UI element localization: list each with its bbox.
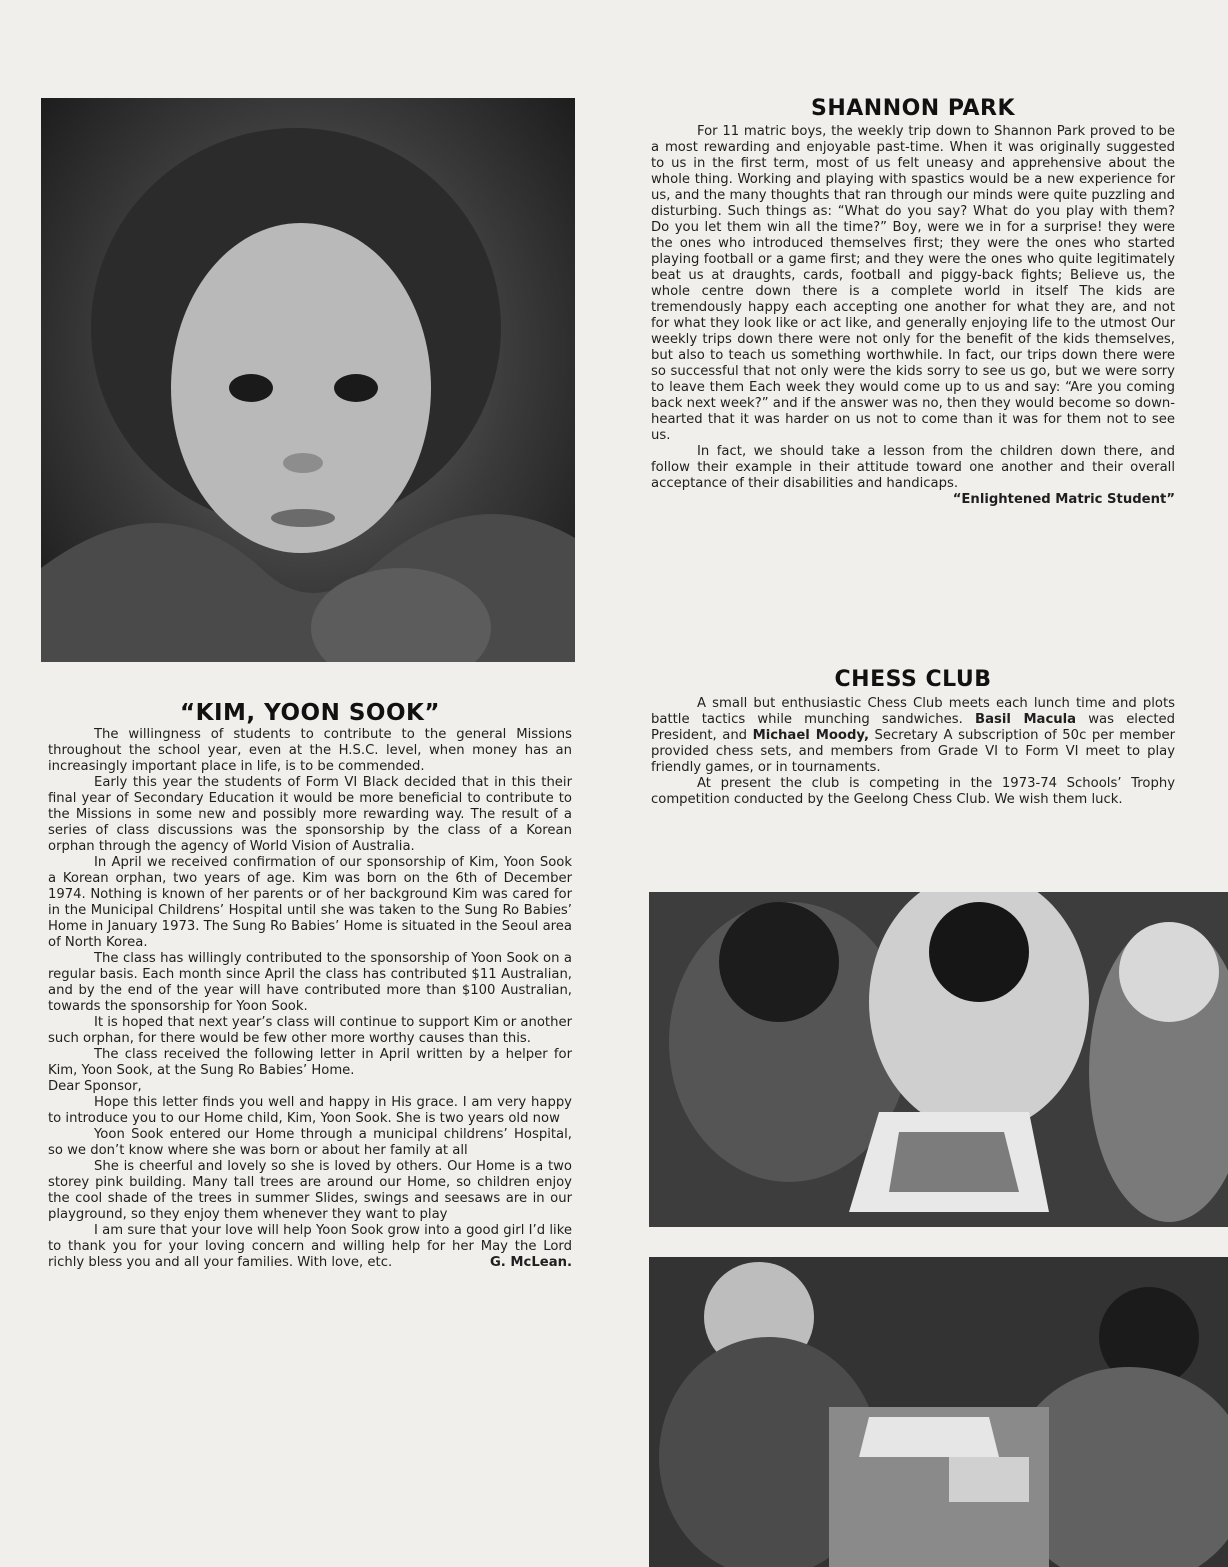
letter-paragraph: She is cheerful and lovely so she is loved by others. Our Home is a two storey pink building. Many tall trees are around our Home, so children enjoy the cool shade of the trees in summer Slides, swings and seesaws are in our playground, so they enjoy them whenever they want to play	[48, 1159, 572, 1222]
shannon-park-paragraph-2-text: In fact, we should take a lesson from the children down there, and follow their example in their attitude toward one another and their overall acceptance of their disabilities and handicaps.	[651, 444, 1175, 491]
kim-paragraph: The willingness of students to contribute to the general Missions throughout the school year, even at the H.S.C. level, when money has an increasingly important place in life, is to be commended.	[48, 727, 572, 774]
chess-club-paragraph-2: At present the club is competing in the 1973-74 Schools’ Trophy competition conducted by the Geelong Chess Club. We wish them luck.	[651, 776, 1175, 807]
letter-paragraph: Yoon Sook entered our Home through a municipal childrens’ Hospital, so we don’t know where she was born or about her family at all	[48, 1127, 572, 1158]
kim-paragraph: The class has willingly contributed to the sponsorship of Yoon Sook on a regular basis. Each month since April the class has contributed $11 Australian, and by the end of the year will have contributed more than $100 Australian, towards the sponsorship for Yoon Sook.	[48, 951, 572, 1014]
kim-paragraph: In April we received confirmation of our sponsorship of Kim, Yoon Sook a Korean orphan, two years of age. Kim was born on the 6th of December 1974. Nothing is known of her parents or of her background Kim was cared for in the Municipal Childrens’ Hospital until she was taken to the Sung Ro Babies’ Home in January 1973. The Sung Ro Babies’ Home is situated in the Seoul area of North Korea.	[48, 855, 572, 950]
chess-club-photo-1	[649, 892, 1228, 1227]
chess-club-text-c: Secretary A subscription of 50c per member provided chess sets, and members from Grade VI to Form VI meet to play friendly games, or in tournaments.	[651, 728, 1175, 775]
letter-paragraph	[48, 1223, 572, 1271]
chess-club-article	[651, 696, 1175, 808]
letter-paragraph: Hope this letter finds you well and happy in His grace. I am very happy to introduce you to our Home child, Kim, Yoon Sook. She is two years old now	[48, 1095, 572, 1126]
kim-yoon-sook-article	[48, 727, 572, 1271]
letter-paragraph-text: I am sure that your love will help Yoon Sook grow into a good girl I’d like to thank you for your loving concern and willing help for her May the Lord richly bless you and all your families. With love, etc.	[48, 1223, 572, 1270]
shannon-park-title: SHANNON PARK	[811, 96, 1015, 121]
chess-club-text-a: A small but enthusiastic Chess Club meets each lunch time and plots battle tactics while munching sandwiches.	[651, 696, 1175, 727]
chess-club-president: Basil Macula	[975, 712, 1077, 727]
kim-paragraph: It is hoped that next year’s class will continue to support Kim or another such orphan, for there would be few other more worthy causes than this.	[48, 1015, 572, 1046]
shannon-park-article	[651, 124, 1175, 508]
chess-club-secretary: Michael Moody,	[752, 728, 869, 743]
shannon-park-paragraph-1: For 11 matric boys, the weekly trip down to Shannon Park proved to be a most rewarding and enjoyable past-time. When it was originally suggested to us in the first term, most of us felt uneasy and apprehensive about the whole thing. Working and playing with spastics would be a new experience for us, and the many thoughts that ran through our minds were quite puzzling and disturbing. Such things as: “What do you say? What do you play with them? Do you let them win all the time?” Boy, were we in for a surprise! they were the ones who introduced themselves first; they were the ones who started playing football or a game first; and they were the ones who quite legitimately beat us at draughts, cards, football and piggy-back fights; Believe us, the whole centre down there is a complete world in itself The kids are tremendously happy each accepting one another for what they are, and not for what they look like or act like, and generally enjoying life to the utmost Our weekly trips down there were not only for the benefit of the kids themselves, but also to teach us something worthwhile. In fact, our trips down there were so successful that not only were the kids sorry to see us go, but we were sorry to leave them Each week they would come up to us and say: “Are you coming back next week?” and if the answer was no, then they would become so down-hearted that it was harder on us not to come than it was for them not to see us.	[651, 124, 1175, 443]
shannon-park-paragraph-2	[651, 444, 1175, 507]
chess-club-text-b: was elected President, and	[651, 712, 1175, 743]
child-portrait-photo	[41, 98, 575, 662]
chess-club-photo-2	[649, 1257, 1228, 1567]
chess-club-paragraph-1	[651, 696, 1175, 776]
kim-signature: G. McLean.	[489, 1255, 572, 1270]
letter-salutation: Dear Sponsor,	[48, 1079, 142, 1094]
kim-yoon-sook-title: “KIM, YOON SOOK”	[180, 700, 440, 726]
shannon-park-signature: “Enlightened Matric Student”	[952, 492, 1175, 507]
kim-paragraph: Early this year the students of Form VI Black decided that in this their final year of Secondary Education it would be more beneficial to contribute to the Missions in some new and possibly more rewarding way. The result of a series of class discussions was the sponsorship by the class of a Korean orphan through the agency of World Vision of Australia.	[48, 775, 572, 854]
chess-club-title: CHESS CLUB	[834, 667, 992, 692]
kim-paragraph: The class received the following letter in April written by a helper for Kim, Yoon Sook, at the Sung Ro Babies’ Home.	[48, 1047, 572, 1078]
